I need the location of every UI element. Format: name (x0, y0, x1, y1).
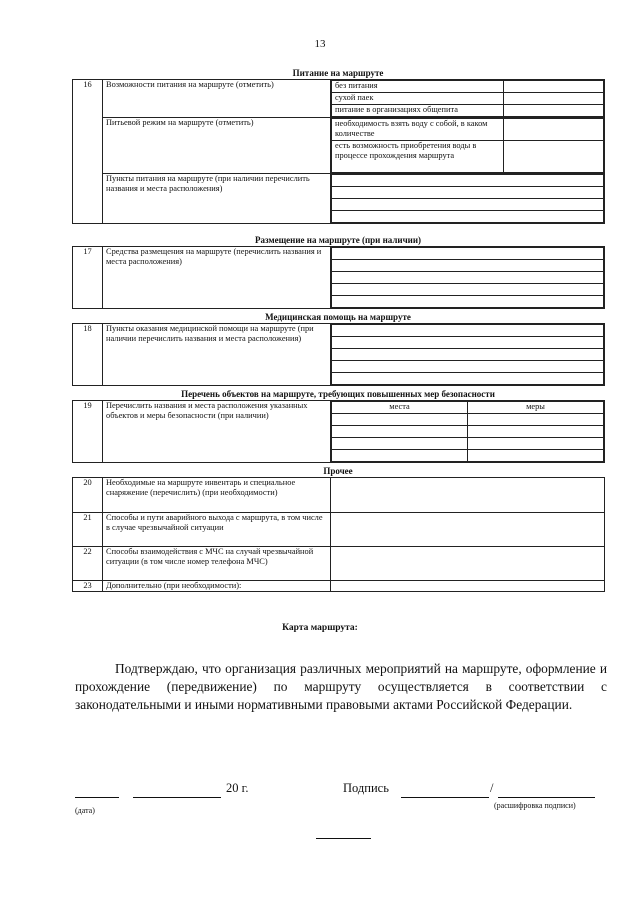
signature-label: Подпись (343, 781, 389, 795)
field-label: Способы взаимодействия с МЧС на случай чрезвычайной ситуации (в том числе номер телефона МЧС) (103, 547, 331, 581)
input-line[interactable] (332, 349, 604, 361)
option-label: необходимость взять воду с собой, в каком количестве (332, 119, 504, 141)
table-lodging (72, 246, 605, 309)
row-number: 20 (73, 478, 103, 513)
input-cell[interactable] (332, 414, 468, 426)
section-heading-food: Питание на маршруте (292, 68, 384, 78)
input-line[interactable] (332, 248, 604, 260)
input-cell[interactable] (332, 426, 468, 438)
input-cell[interactable] (468, 426, 604, 438)
table-medical (72, 323, 605, 386)
date-month-line[interactable] (133, 797, 221, 798)
row-number: 21 (73, 513, 103, 547)
field-label: Возможности питания на маршруте (отметить) (103, 80, 331, 118)
section-heading-medical: Медицинская помощь на маршруте (265, 312, 411, 322)
input-cell[interactable] (332, 450, 468, 462)
input-cell[interactable] (332, 438, 468, 450)
row-number: 17 (73, 247, 103, 309)
field-label: Необходимые на маршруте инвентарь и специальное снаряжение (перечислить) (при необходимости) (103, 478, 331, 513)
input-cell[interactable] (331, 581, 605, 592)
checkbox-cell[interactable] (504, 105, 604, 117)
checkbox-cell[interactable] (504, 93, 604, 105)
input-line[interactable] (332, 361, 604, 373)
field-label: Перечислить названия и места расположения указанных объектов и меры безопасности (при наличии) (103, 401, 331, 463)
input-cell[interactable] (331, 547, 605, 581)
signature-line[interactable] (401, 797, 489, 798)
row-number: 16 (73, 80, 103, 224)
field-label: Способы и пути аварийного выхода с маршрута, в том числе в случае чрезвычайной ситуации (103, 513, 331, 547)
signature-decode-line[interactable] (498, 797, 595, 798)
input-line[interactable] (332, 284, 604, 296)
option-label: без питания (332, 81, 504, 93)
row-number: 22 (73, 547, 103, 581)
date-day-line[interactable] (75, 797, 119, 798)
column-header-measures: меры (468, 402, 604, 414)
input-line[interactable] (332, 175, 604, 187)
table-safety (72, 400, 605, 463)
row-number: 23 (73, 581, 103, 592)
section-heading-other: Прочее (323, 466, 353, 476)
option-label: питание в организациях общепита (332, 105, 504, 117)
table-food (72, 79, 605, 224)
input-line[interactable] (332, 187, 604, 199)
page-number: 13 (314, 38, 326, 50)
checkbox-cell[interactable] (504, 141, 604, 173)
input-cell[interactable] (468, 450, 604, 462)
year-text: 20 г. (226, 781, 249, 795)
table-other (72, 477, 605, 592)
field-label: Пункты питания на маршруте (при наличии перечислить названия и места расположения) (103, 174, 331, 224)
input-cell[interactable] (468, 414, 604, 426)
input-line[interactable] (332, 211, 604, 223)
input-line[interactable] (332, 337, 604, 349)
input-line[interactable] (332, 199, 604, 211)
input-cell[interactable] (468, 438, 604, 450)
field-label: Дополнительно (при необходимости): (103, 581, 331, 592)
input-line[interactable] (332, 272, 604, 284)
input-cell[interactable] (331, 478, 605, 513)
input-line[interactable] (332, 373, 604, 385)
signature-slash: / (490, 781, 494, 795)
field-label: Питьевой режим на маршруте (отметить) (103, 118, 331, 174)
page-end-rule (316, 838, 371, 839)
column-header-places: места (332, 402, 468, 414)
checkbox-cell[interactable] (504, 81, 604, 93)
row-number: 18 (73, 324, 103, 386)
input-line[interactable] (332, 296, 604, 308)
checkbox-cell[interactable] (504, 119, 604, 141)
date-caption: (дата) (75, 806, 95, 815)
section-heading-lodging: Размещение на маршруте (при наличии) (254, 235, 422, 245)
input-line[interactable] (332, 260, 604, 272)
field-label: Пункты оказания медицинской помощи на маршруте (при наличии перечислить названия и места расположения) (103, 324, 331, 386)
confirmation-text: Подтверждаю, что организация различных мероприятий на маршруте, оформление и прохождение (передвижение) по маршруту осуществляется в соответствии с законодательными и иными нормативными правовыми актами Российской Федерации. (75, 661, 607, 712)
section-heading-safety: Перечень объектов на маршруте, требующих повышенных мер безопасности (181, 389, 495, 399)
input-line[interactable] (332, 325, 604, 337)
option-label: сухой паек (332, 93, 504, 105)
decode-caption: (расшифровка подписи) (494, 801, 576, 810)
option-label: есть возможность приобретения воды в процессе прохождения маршрута (332, 141, 504, 173)
map-title: Карта маршрута: (282, 623, 358, 633)
field-label: Средства размещения на маршруте (перечислить названия и места расположения) (103, 247, 331, 309)
input-cell[interactable] (331, 513, 605, 547)
row-number: 19 (73, 401, 103, 463)
